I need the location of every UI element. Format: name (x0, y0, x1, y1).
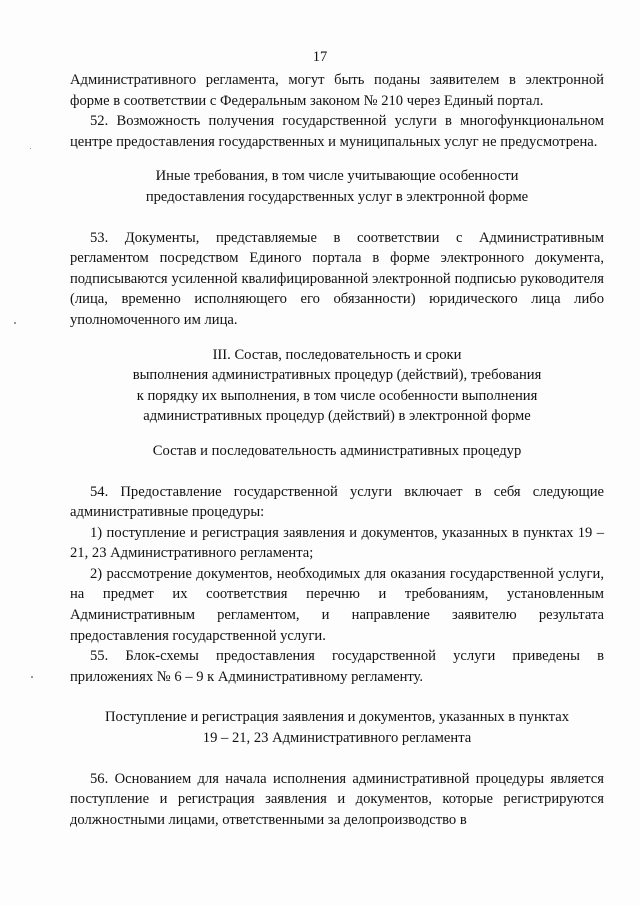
section-heading-registration (70, 707, 604, 748)
page-number: 17 (312, 49, 328, 65)
document-body (70, 70, 604, 830)
paragraph-53: 53. Документы, представляемые в соответствии с Административным регламентом посредством Единого портала в форме электронного документа, подписываются усиленной квалифицированной электронной подписью руководителя (лица, временно исполняющего его обязанности) юридического лица либо уполномоченного им лица. (70, 229, 604, 328)
heading-line: к порядку их выполнения, в том числе особенности выполнения (136, 387, 538, 404)
heading-line: выполнения административных процедур (действий), требования (132, 367, 542, 384)
heading-line: административных процедур (действий) в электронной форме (143, 408, 531, 425)
heading-line: III. Состав, последовательность и сроки (212, 346, 462, 363)
list-item-2: 2) рассмотрение документов, необходимых для оказания государственной услуги, на предмет их соответствия перечню и требованиям, установленным Административным регламентом, и направление заявителю результата предоставления государственной услуги. (70, 565, 604, 644)
heading-line: Иные требования, в том числе учитывающие особенности (155, 168, 519, 185)
list-item-1: 1) поступление и регистрация заявления и документов, указанных в пунктах 19 – 21, 23 Административного регламента; (70, 524, 604, 562)
paragraph-56: 56. Основанием для начала исполнения административной процедуры является поступление и регистрация заявления и документов, которые регистрируются должностными лицами, ответственными за делопроизводство в (70, 770, 604, 828)
heading-line: предоставления государственных услуг в электронной форме (145, 188, 529, 205)
paragraph-55: 55. Блок-схемы предоставления государственной услуги приведены в приложениях № 6 – 9 к Административному регламенту. (70, 648, 604, 685)
paragraph-54: 54. Предоставление государственной услуги включает в себя следующие административные процедуры: (70, 483, 604, 521)
scan-speck (30, 148, 31, 149)
paragraph-51-continuation: Административного регламента, могут быть поданы заявителем в электронной форме в соответствии с Федеральным законом № 210 через Единый портал. (70, 72, 604, 109)
scan-speck (14, 322, 16, 324)
heading-line: Поступление и регистрация заявления и документов, указанных в пунктах (105, 709, 569, 726)
section-heading-electronic-requirements (70, 166, 604, 207)
chapter-heading-iii (70, 345, 604, 427)
scan-speck (31, 676, 33, 678)
section-heading-procedures: Состав и последовательность административных процедур (152, 442, 522, 459)
heading-line: 19 – 21, 23 Административного регламента (202, 730, 472, 747)
paragraph-52: 52. Возможность получения государственной услуги в многофункциональном центре предоставления государственных и муниципальных услуг не предусмотрена. (70, 113, 604, 150)
